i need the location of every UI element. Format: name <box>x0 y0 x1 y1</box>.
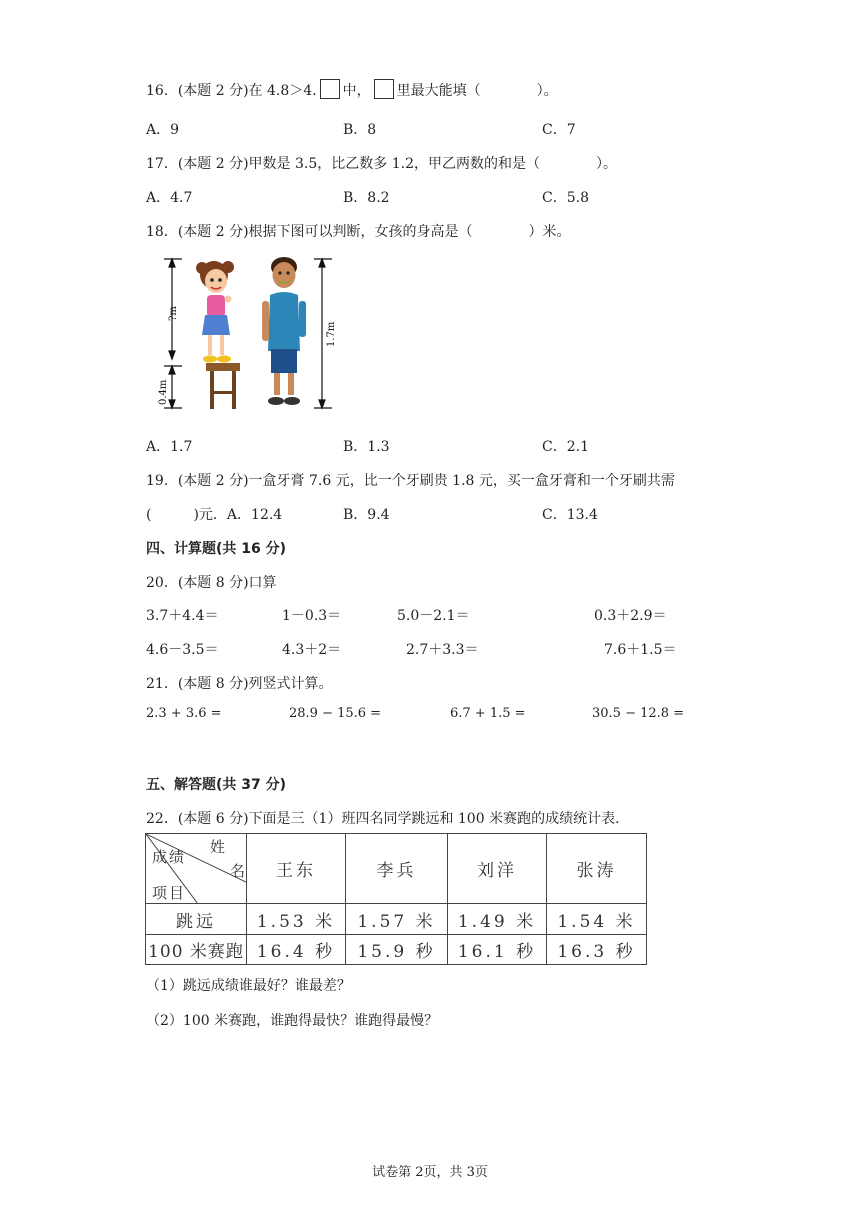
q21-item-2: 28.9 − 15.6 = <box>289 706 382 721</box>
cell-100m-1: 16.4 秒 <box>247 935 346 965</box>
stool-icon <box>206 363 240 409</box>
q17-option-b: B．8.2 <box>343 190 390 206</box>
cell-long-jump-3: 1.49 米 <box>448 904 547 935</box>
q19-option-c: C．13.4 <box>542 507 598 523</box>
blank-box-1 <box>320 79 340 99</box>
q18-option-b: B．1.3 <box>343 439 390 455</box>
table-row <box>146 904 647 935</box>
name-header-3: 刘洋 <box>448 834 547 904</box>
q18-option-c: C．2.1 <box>542 439 589 455</box>
section-5-heading: 五、解答题(共 37 分) <box>146 777 287 793</box>
diag-mid-right: 名 <box>230 862 246 880</box>
q21-item-1: 2.3 + 3.6 = <box>146 706 222 721</box>
question-17-stem: 17．(本题 2 分)甲数是 3.5，比乙数多 1.2，甲乙两数的和是（ ）。 <box>146 156 617 172</box>
question-22-stem: 22．(本题 6 分)下面是三（1）班四名同学跳远和 100 米赛跑的成绩统计表. <box>146 811 620 827</box>
girl-height-label: ?m <box>168 306 179 321</box>
name-header-1: 王东 <box>247 834 346 904</box>
girl-icon <box>196 261 234 363</box>
cell-100m-2: 15.9 秒 <box>346 935 448 965</box>
cell-long-jump-2: 1.57 米 <box>346 904 448 935</box>
q16-option-c: C．7 <box>542 122 576 138</box>
q20-r1-c1: 3.7＋4.4＝ <box>146 608 219 624</box>
q16-option-a: A．9 <box>146 122 180 138</box>
question-18-stem: 18．(本题 2 分)根据下图可以判断，女孩的身高是（ ）米。 <box>146 224 571 240</box>
score-table <box>145 833 647 965</box>
boy-height-label: 1.7m <box>326 321 337 347</box>
q20-r1-c3: 5.0－2.1＝ <box>397 608 470 624</box>
q16-option-b: B．8 <box>343 122 377 138</box>
diag-mid-left: 成绩 <box>152 848 187 866</box>
diag-bottom: 项目 <box>152 884 187 902</box>
question-19-stem: 19．(本题 2 分)一盒牙膏 7.6 元，比一个牙刷贵 1.8 元，买一盒牙膏和一个牙刷共需 <box>146 473 675 489</box>
question-21-stem: 21．(本题 8 分)列竖式计算。 <box>146 676 333 692</box>
q16-text-a: 16．(本题 2 分)在 4.8＞4. <box>146 83 317 99</box>
q20-r2-c4: 7.6＋1.5＝ <box>604 642 677 658</box>
girl-boy-height-figure <box>150 253 340 418</box>
q22-subquestion-2: （2）100 米赛跑，谁跑得最快？谁跑得最慢？ <box>146 1013 439 1029</box>
section-4-heading: 四、计算题(共 16 分) <box>146 541 287 557</box>
q19-option-b: B．9.4 <box>343 507 390 523</box>
q16-text-c: 里最大能填（ ）。 <box>396 83 558 99</box>
blank-box-2 <box>374 79 394 99</box>
q20-r1-c2: 1－0.3＝ <box>282 608 342 624</box>
q20-r2-c2: 4.3＋2＝ <box>282 642 342 658</box>
row-label-long-jump: 跳远 <box>146 904 247 935</box>
q16-text-b: 中， <box>342 83 371 99</box>
cell-long-jump-1: 1.53 米 <box>247 904 346 935</box>
cell-100m-4: 16.3 秒 <box>547 935 647 965</box>
boy-icon <box>262 257 306 405</box>
cell-100m-3: 16.1 秒 <box>448 935 547 965</box>
row-label-100m: 100 米赛跑 <box>146 935 247 965</box>
q22-subquestion-1: （1）跳远成绩谁最好？谁最差？ <box>146 978 351 994</box>
q20-r1-c4: 0.3＋2.9＝ <box>594 608 667 624</box>
q18-option-a: A．1.7 <box>146 439 193 455</box>
name-header-4: 张涛 <box>547 834 647 904</box>
cell-long-jump-4: 1.54 米 <box>547 904 647 935</box>
q20-r2-c1: 4.6－3.5＝ <box>146 642 219 658</box>
q19-line2: ( )元．A．12.4 <box>146 507 283 523</box>
q17-option-c: C．5.8 <box>542 190 589 206</box>
q17-option-a: A．4.7 <box>146 190 193 206</box>
q20-r2-c3: 2.7＋3.3＝ <box>406 642 479 658</box>
q21-item-3: 6.7 + 1.5 = <box>450 706 526 721</box>
diagonal-header-cell <box>146 834 247 904</box>
table-header-row <box>146 834 647 904</box>
stool-height-label: 0.4m <box>158 379 169 405</box>
page-footer: 试卷第 2页，共 3页 <box>372 1165 488 1180</box>
table-row <box>146 935 647 965</box>
question-20-stem: 20．(本题 8 分)口算 <box>146 575 277 591</box>
name-header-2: 李兵 <box>346 834 448 904</box>
q21-item-4: 30.5 − 12.8 = <box>592 706 685 721</box>
diag-top: 姓 <box>210 838 226 856</box>
question-16-stem <box>146 79 558 100</box>
